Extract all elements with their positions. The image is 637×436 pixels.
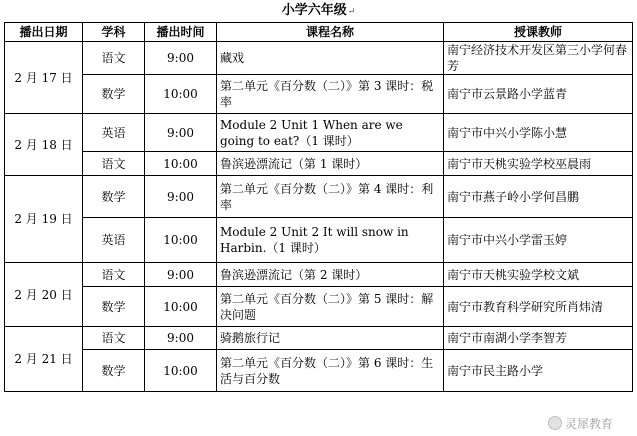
paragraph-mark: ↵ <box>347 7 356 17</box>
teacher-cell: 南宁市民主路小学 <box>444 350 633 392</box>
title-text: 小学六年级 <box>281 3 347 18</box>
table-row <box>5 327 633 350</box>
time-cell: 9:00 <box>145 42 217 75</box>
date-cell: 2 月 17 日 <box>5 42 83 114</box>
table-row <box>5 176 633 218</box>
table-row <box>5 42 633 75</box>
subject-cell: 英语 <box>83 114 145 152</box>
header-course: 课程名称 <box>217 23 444 42</box>
table-row <box>5 114 633 152</box>
teacher-cell: 南宁经济技术开发区第三小学何春芳 <box>444 42 633 75</box>
teacher-cell: 南宁市燕子岭小学何昌鹏 <box>444 176 633 218</box>
course-cell: 鲁滨逊漂流记（第 2 课时） <box>217 263 444 287</box>
time-cell: 9:00 <box>145 114 217 152</box>
time-cell: 9:00 <box>145 176 217 218</box>
course-cell: 第二单元《百分数（二）》第 6 课时：生活与百分数 <box>217 350 444 392</box>
table-row <box>5 287 633 327</box>
subject-cell: 数学 <box>83 75 145 114</box>
course-cell: 第二单元《百分数（二）》第 4 课时：利率 <box>217 176 444 218</box>
teacher-cell: 南宁市中兴小学陈小慧 <box>444 114 633 152</box>
wechat-account-icon <box>548 416 562 430</box>
subject-cell: 语文 <box>83 152 145 176</box>
course-cell: Module 2 Unit 2 It will snow in Harbin.（1 课时） <box>217 218 444 263</box>
table-row <box>5 152 633 176</box>
time-cell: 9:00 <box>145 327 217 350</box>
table-row <box>5 75 633 114</box>
teacher-cell: 南宁市教育科学研究所肖炜清 <box>444 287 633 327</box>
table-row <box>5 350 633 392</box>
watermark <box>548 414 613 432</box>
course-cell: 鲁滨逊漂流记（第 1 课时） <box>217 152 444 176</box>
time-cell: 10:00 <box>145 218 217 263</box>
teacher-cell: 南宁市南湖小学李智芳 <box>444 327 633 350</box>
course-cell: 藏戏 <box>217 42 444 75</box>
subject-cell: 语文 <box>83 42 145 75</box>
date-cell: 2 月 21 日 <box>5 327 83 392</box>
header-teacher: 授课教师 <box>444 23 633 42</box>
subject-cell: 语文 <box>83 263 145 287</box>
teacher-cell: 南宁市中兴小学雷玉婷 <box>444 218 633 263</box>
header-row <box>5 23 633 42</box>
page-title <box>0 0 637 22</box>
course-cell: Module 2 Unit 1 When are we going to eat?（1 课时） <box>217 114 444 152</box>
time-cell: 9:00 <box>145 263 217 287</box>
subject-cell: 语文 <box>83 327 145 350</box>
time-cell: 10:00 <box>145 152 217 176</box>
course-cell: 第二单元《百分数（二）》第 5 课时：解决问题 <box>217 287 444 327</box>
header-time: 播出时间 <box>145 23 217 42</box>
subject-cell: 数学 <box>83 176 145 218</box>
header-subject: 学科 <box>83 23 145 42</box>
subject-cell: 数学 <box>83 287 145 327</box>
table-row <box>5 218 633 263</box>
teacher-cell: 南宁市云景路小学蓝青 <box>444 75 633 114</box>
course-cell: 第二单元《百分数（二）》第 3 课时：税率 <box>217 75 444 114</box>
subject-cell: 数学 <box>83 350 145 392</box>
course-cell: 骑鹅旅行记 <box>217 327 444 350</box>
time-cell: 10:00 <box>145 287 217 327</box>
time-cell: 10:00 <box>145 350 217 392</box>
date-cell: 2 月 18 日 <box>5 114 83 176</box>
watermark-text: 灵犀教育 <box>565 416 614 431</box>
date-cell: 2 月 19 日 <box>5 176 83 263</box>
schedule-table <box>4 22 633 392</box>
date-cell: 2 月 20 日 <box>5 263 83 327</box>
table-row <box>5 263 633 287</box>
header-date: 播出日期 <box>5 23 83 42</box>
time-cell: 10:00 <box>145 75 217 114</box>
teacher-cell: 南宁市天桃实验学校文斌 <box>444 263 633 287</box>
subject-cell: 英语 <box>83 218 145 263</box>
teacher-cell: 南宁市天桃实验学校巫晨雨 <box>444 152 633 176</box>
